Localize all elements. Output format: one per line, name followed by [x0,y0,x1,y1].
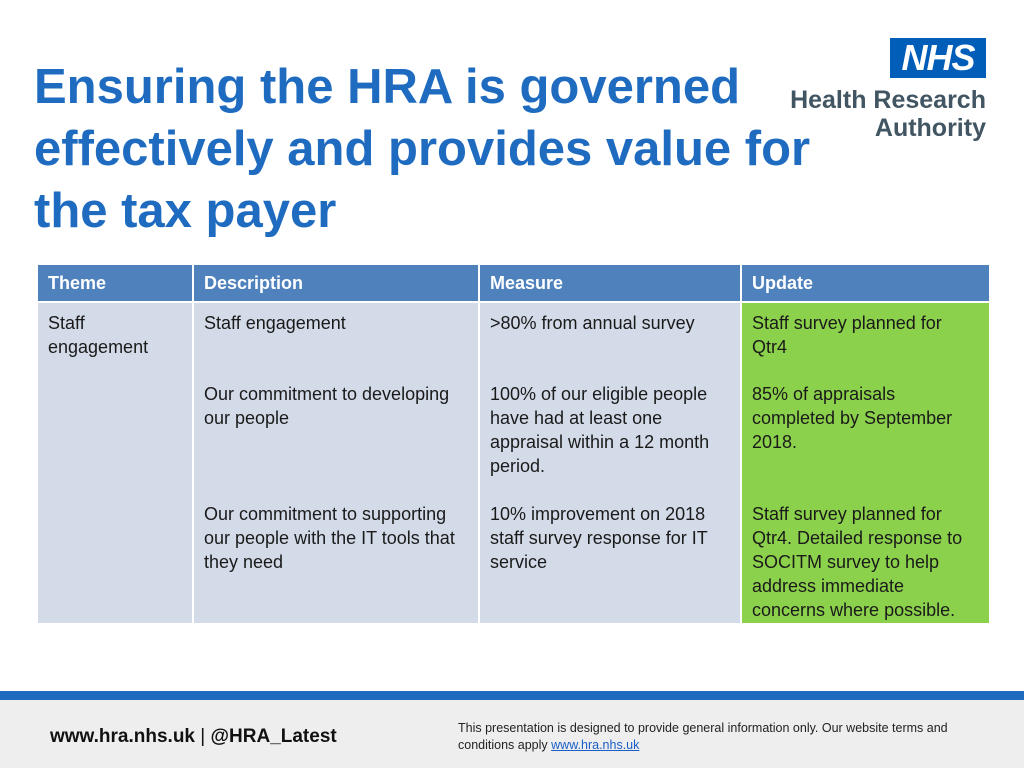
logo-org-line-1: Health Research [790,86,986,114]
table-row [37,302,990,624]
table-header-row [37,264,990,302]
update-item-3: Staff survey planned for Qtr4. Detailed response to SOCITM survey to help address immediate concerns where possible. [752,504,963,620]
measure-item-2: 100% of our eligible people have had at least one appraisal within a 12 month period. [490,384,710,476]
description-item-2: Our commitment to developing our people [204,384,450,428]
footer-twitter[interactable]: @HRA_Latest [210,726,337,747]
description-item-1: Staff engagement [204,313,346,333]
header-description: Description [193,264,479,302]
theme-cell [37,302,193,624]
theme-text: Staff engagement [48,313,149,357]
header-update: Update [741,264,990,302]
measure-cell [479,302,741,624]
update-item-1: Staff survey planned for Qtr4 [752,313,942,357]
header-theme: Theme [37,264,193,302]
description-item-3: Our commitment to supporting our people with the IT tools that they need [204,504,455,572]
footer-separator: | [200,726,206,747]
description-cell [193,302,479,624]
logo-org-line-2: Authority [874,114,986,142]
governance-table [36,263,991,625]
header-measure: Measure [479,264,741,302]
disclaimer-text: This presentation is designed to provide general information only. Our website terms and conditions apply [458,721,948,752]
footer-contact [50,726,337,748]
update-item-2: 85% of appraisals completed by September 2018. [752,384,953,452]
nhs-logo: NHS [890,38,986,78]
footer-accent-bar [0,691,1024,700]
footer-disclaimer [458,720,998,754]
measure-item-1: >80% from annual survey [490,313,695,333]
disclaimer-link[interactable]: www.hra.nhs.uk [551,738,640,752]
slide-title: Ensuring the HRA is governed effectively and provides value for the tax payer [34,60,811,238]
measure-item-3: 10% improvement on 2018 staff survey response for IT service [490,504,708,572]
footer-website[interactable]: www.hra.nhs.uk [50,726,195,747]
update-cell [741,302,990,624]
